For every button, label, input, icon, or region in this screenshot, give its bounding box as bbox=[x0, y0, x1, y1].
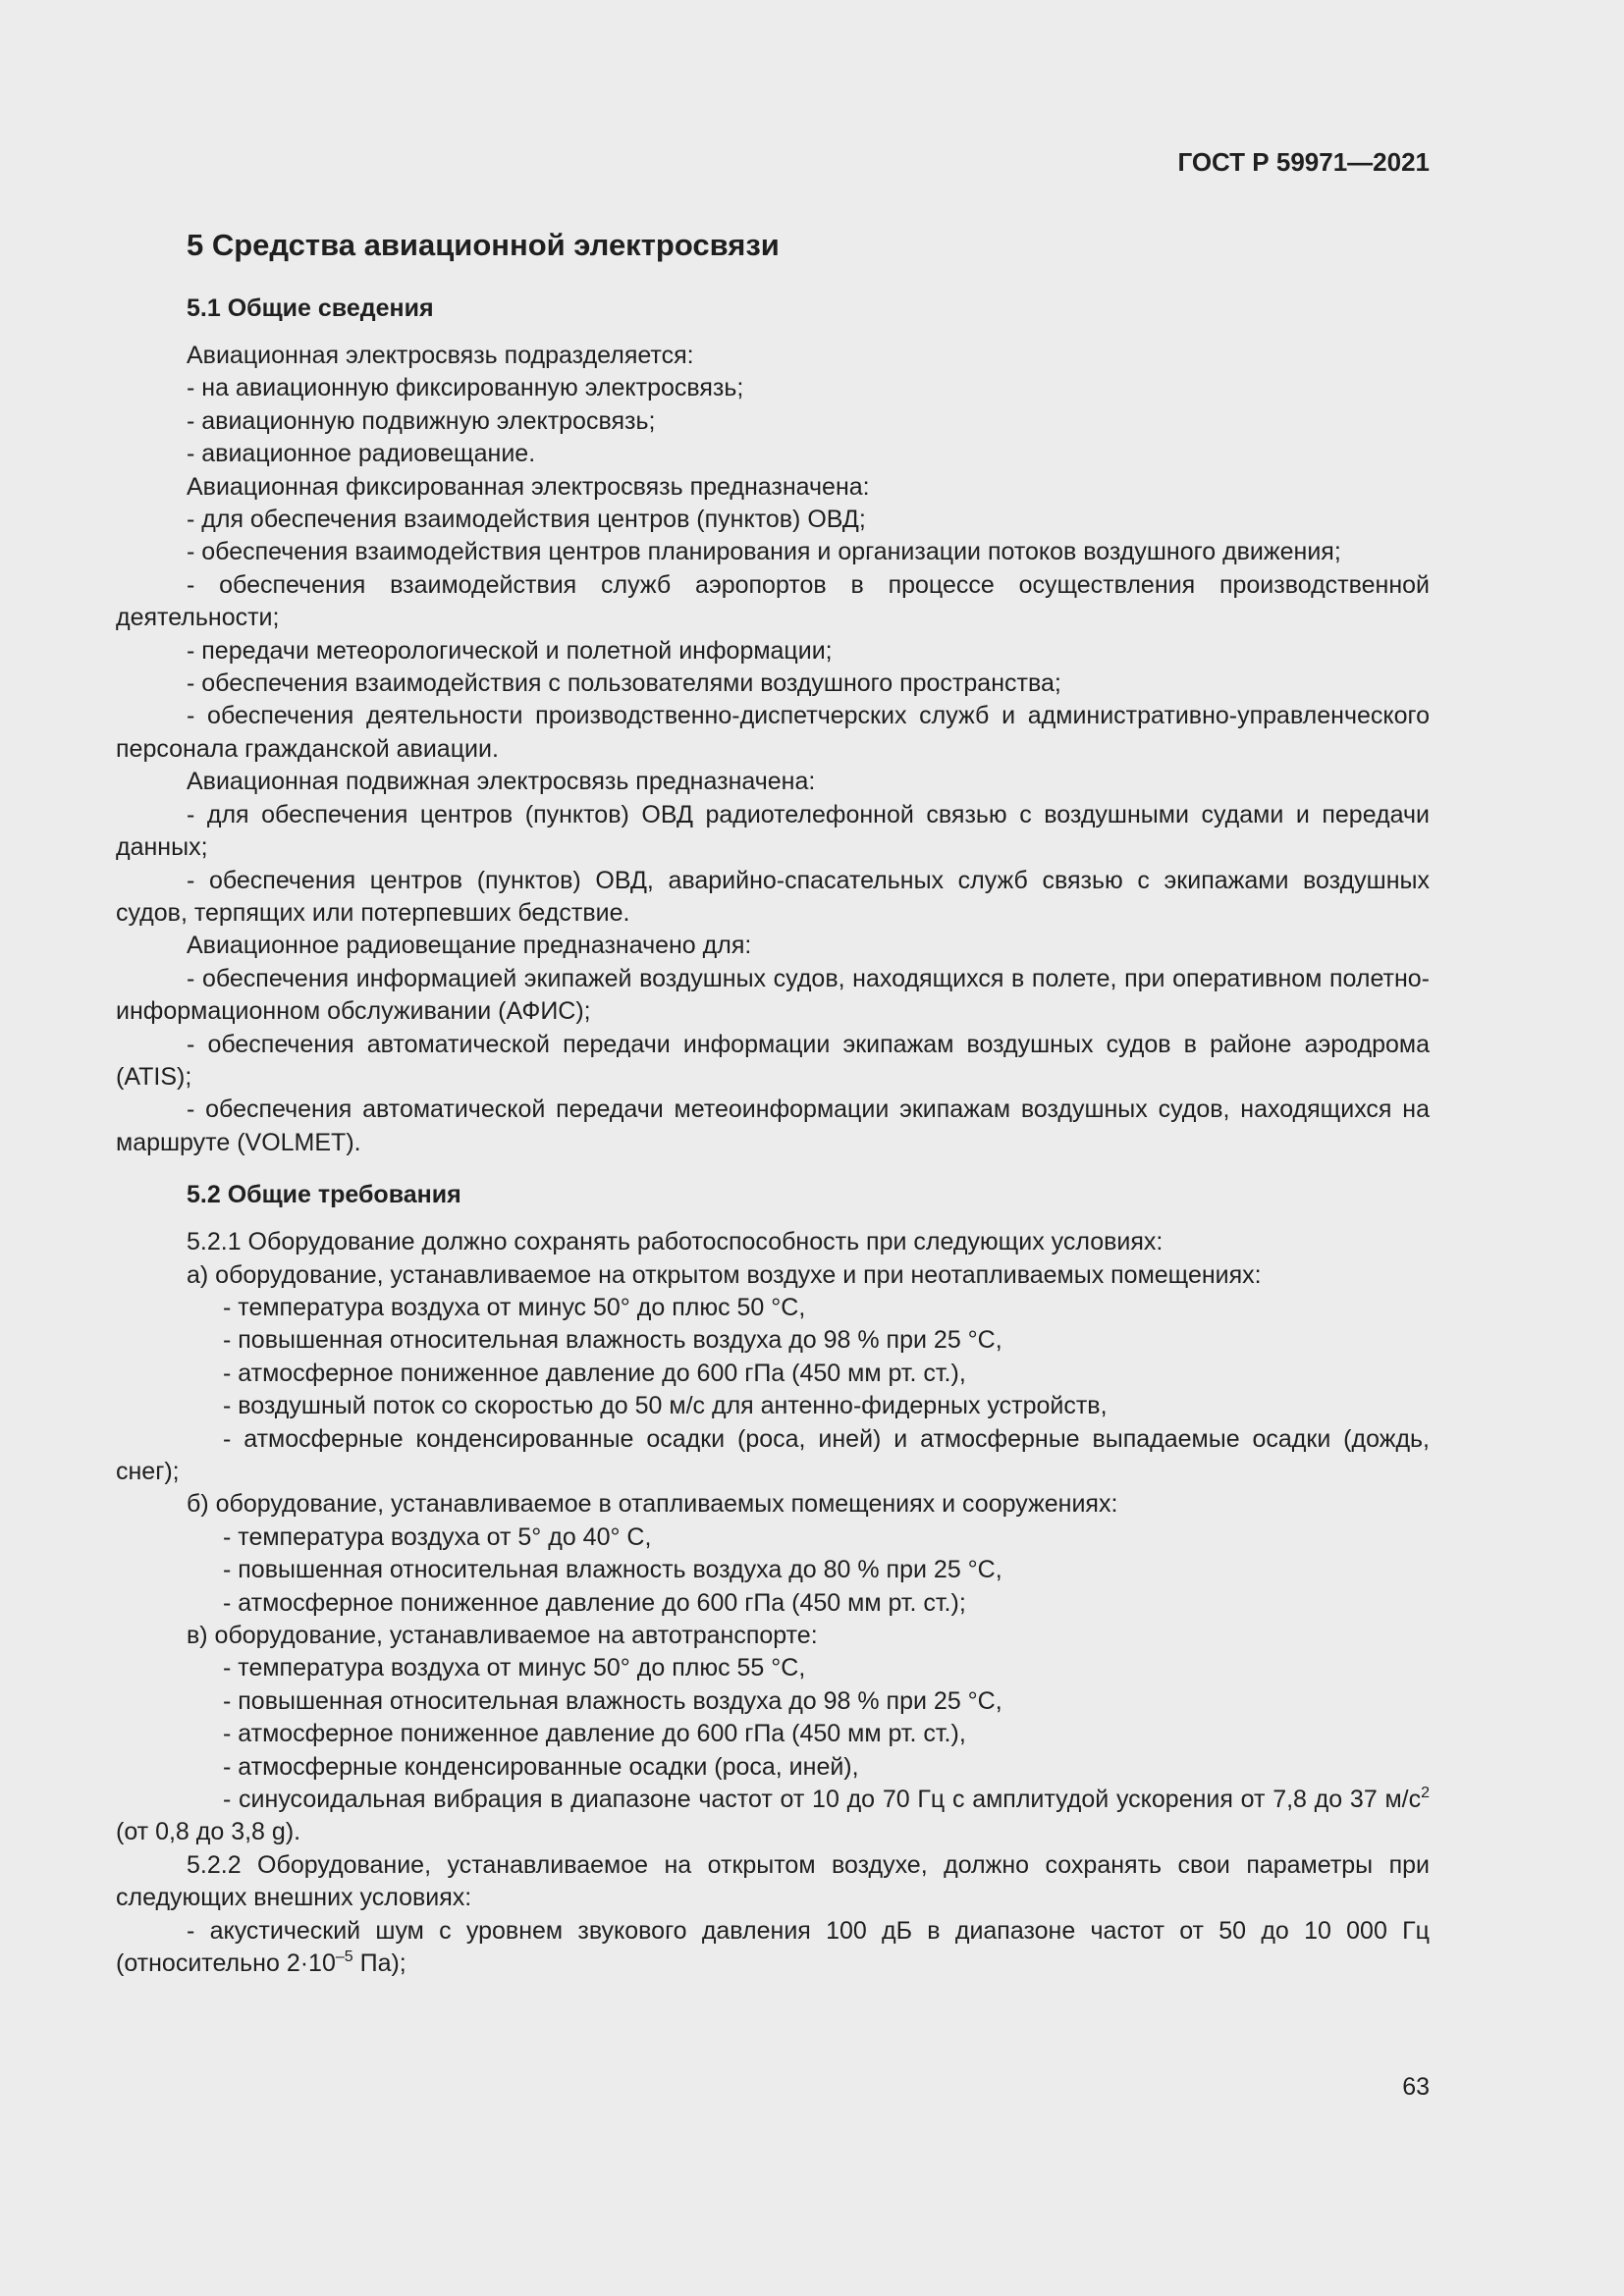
list-item: - авиационное радиовещание. bbox=[187, 440, 536, 468]
list-item bbox=[116, 1915, 1430, 1981]
list-item: - повышенная относительная влажность воздуха до 98 % при 25 °С, bbox=[223, 1686, 1002, 1715]
page-number: 63 bbox=[1402, 2073, 1430, 2101]
list-item: - обеспечения автоматической передачи метеоинформации экипажам воздушных судов, находящихся на маршруте (VOLMET). bbox=[116, 1095, 1430, 1156]
list-item: - повышенная относительная влажность воздуха до 98 % при 25 °С, bbox=[223, 1326, 1002, 1355]
section-title: 5 Средства авиационной электросвязи bbox=[187, 228, 780, 262]
paragraph: Авиационная фиксированная электросвязь предназначена: bbox=[187, 472, 870, 501]
page-content bbox=[116, 224, 1430, 1981]
list-item: - на авиационную фиксированную электросвязь; bbox=[187, 374, 744, 402]
list-item: - атмосферное пониженное давление до 600 гПа (450 мм рт. ст.); bbox=[223, 1588, 966, 1617]
list-item: - воздушный поток со скоростью до 50 м/с для антенно-фидерных устройств, bbox=[223, 1392, 1108, 1420]
list-item: - авиационную подвижную электросвязь; bbox=[187, 406, 656, 435]
list-item: - температура воздуха от минус 50° до плюс 55 °С, bbox=[223, 1654, 806, 1682]
standard-code: ГОСТ Р 59971—2021 bbox=[1177, 147, 1430, 177]
list-item: - обеспечения автоматической передачи информации экипажам воздушных судов в районе аэродрома (ATIS); bbox=[116, 1030, 1430, 1091]
list-item: в) оборудование, устанавливаемое на автотранспорте: bbox=[187, 1622, 818, 1650]
list-item: - обеспечения центров (пунктов) ОВД, аварийно-спасательных служб связью с экипажами воздушных судов, терпящих или потерпевших бедствие. bbox=[116, 866, 1430, 927]
subsection-title: 5.2 Общие требования bbox=[187, 1181, 461, 1209]
paragraph: 5.2.2 Оборудование, устанавливаемое на открытом воздухе, должно сохранять свои параметры при следующих внешних условиях: bbox=[116, 1850, 1430, 1912]
list-item: - обеспечения информацией экипажей воздушных судов, находящихся в полете, при оперативном полетно-информационном обслуживании (АФИС); bbox=[116, 964, 1430, 1026]
subsection-title: 5.1 Общие сведения bbox=[187, 294, 434, 322]
list-item: - температура воздуха от 5° до 40° С, bbox=[223, 1522, 652, 1551]
superscript: 2 bbox=[1421, 1785, 1430, 1802]
text-span: (от 0,8 до 3,8 g). bbox=[116, 1818, 301, 1846]
list-item: - передачи метеорологической и полетной информации; bbox=[187, 636, 833, 665]
list-item: - обеспечения взаимодействия центров планирования и организации потоков воздушного движения; bbox=[187, 538, 1341, 566]
list-item: - для обеспечения взаимодействия центров (пунктов) ОВД; bbox=[187, 506, 866, 534]
list-item: - повышенная относительная влажность воздуха до 80 % при 25 °С, bbox=[223, 1556, 1002, 1584]
list-item: - для обеспечения центров (пунктов) ОВД радиотелефонной связью с воздушными судами и передачи данных; bbox=[116, 800, 1430, 862]
text-span: - синусоидальная вибрация в диапазоне частот от 10 до 70 Гц с амплитудой ускорения от 7,8 до 37 м/с bbox=[223, 1786, 1422, 1814]
list-item: - обеспечения взаимодействия служб аэропортов в процессе осуществления производственной деятельности; bbox=[116, 570, 1430, 632]
superscript: –5 bbox=[335, 1949, 353, 1966]
paragraph: Авиационная электросвязь подразделяется: bbox=[187, 342, 694, 369]
list-item: - атмосферное пониженное давление до 600 гПа (450 мм рт. ст.), bbox=[223, 1720, 966, 1748]
list-item: - температура воздуха от минус 50° до плюс 50 °С, bbox=[223, 1293, 806, 1321]
text-span: Па); bbox=[352, 1949, 406, 1978]
list-item: - обеспечения деятельности производственно-диспетчерских служб и административно-управленческого персонала гражданской авиации. bbox=[116, 702, 1430, 763]
paragraph: Авиационная подвижная электросвязь предназначена: bbox=[187, 768, 816, 796]
list-item: б) оборудование, устанавливаемое в отапливаемых помещениях и сооружениях: bbox=[187, 1490, 1118, 1519]
list-item: - атмосферные конденсированные осадки (роса, иней) и атмосферные выпадаемые осадки (дождь, снег); bbox=[116, 1424, 1430, 1485]
list-item: - атмосферные конденсированные осадки (роса, иней), bbox=[223, 1752, 859, 1781]
list-item: а) оборудование, устанавливаемое на открытом воздухе и при неотапливаемых помещениях: bbox=[187, 1260, 1262, 1289]
text-span: - акустический шум с уровнем звукового давления 100 дБ в диапазоне частот от 50 до 10 000 Гц (относительно 2·10 bbox=[116, 1916, 1430, 1978]
paragraph: 5.2.1 Оборудование должно сохранять работоспособность при следующих условиях: bbox=[187, 1228, 1164, 1256]
list-item bbox=[116, 1784, 1430, 1849]
list-item: - атмосферное пониженное давление до 600 гПа (450 мм рт. ст.), bbox=[223, 1359, 966, 1387]
list-item: - обеспечения взаимодействия с пользователями воздушного пространства; bbox=[187, 669, 1061, 698]
paragraph: Авиационное радиовещание предназначено для: bbox=[187, 932, 752, 960]
